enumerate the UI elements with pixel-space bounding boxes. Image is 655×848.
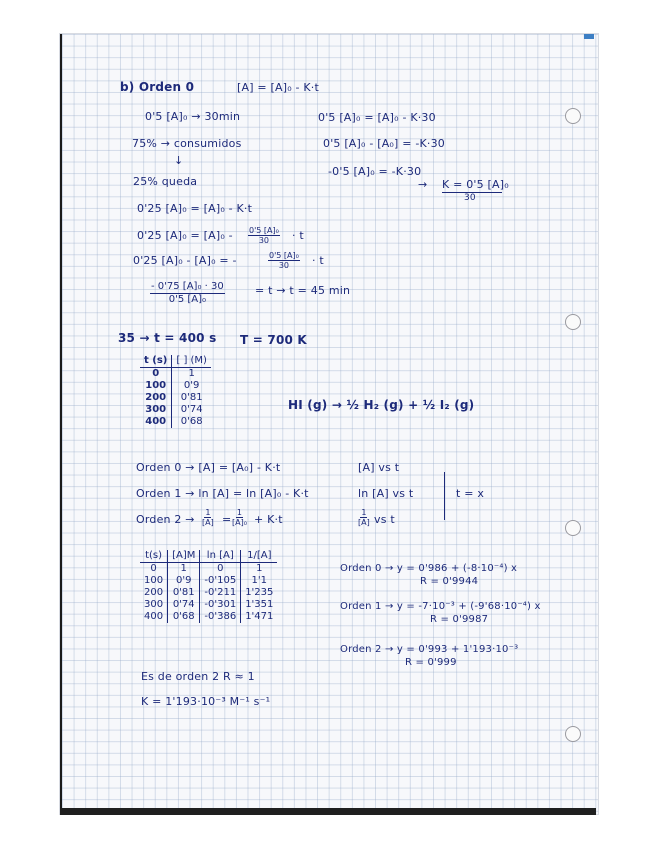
column-header: [ ] (M) (172, 355, 211, 368)
order-0-law: Orden 0 → [A] = [A₀] - K·t (136, 461, 281, 474)
table-row (140, 392, 211, 404)
equation-tail: + K·t (254, 513, 283, 526)
table-cell: 0'81 (168, 587, 200, 599)
fraction (232, 508, 247, 527)
order-2-law: Orden 2 → (136, 513, 195, 526)
binder-hole (565, 520, 581, 536)
binder-hole (565, 314, 581, 330)
table-cell: 200 (140, 392, 172, 404)
equation-line: 0'25 [A]₀ = [A]₀ - K·t (137, 202, 253, 215)
fraction (150, 281, 225, 306)
denominator: 30 (258, 236, 270, 245)
table-row (140, 416, 211, 428)
table-cell: 1'235 (245, 587, 274, 598)
table-cell: -0'211 (200, 587, 241, 599)
reaction-equation: HI (g) → ½ H₂ (g) + ½ I₂ (g) (288, 398, 475, 412)
numerator: - 0'75 [A]₀ · 30 (151, 281, 224, 292)
table-cell: 0'74 (180, 404, 203, 415)
problem-header: 35 → t = 400 s (118, 331, 217, 345)
fit-order-2: Orden 2 → y = 0'993 + 1'193·10⁻³ (340, 644, 519, 655)
table-cell: 0'81 (180, 392, 203, 403)
table-row (140, 599, 277, 611)
table-cell: 100 (140, 575, 168, 587)
table-cell: 200 (140, 587, 168, 599)
fit-order-1: Orden 1 → y = -7·10⁻³ + (-9'68·10⁻⁴) x (340, 601, 541, 612)
table-cell: 0 (140, 563, 168, 576)
table-row (140, 611, 277, 623)
table-cell: 1'1 (251, 575, 268, 586)
numerator: 1 (361, 508, 367, 517)
fit-order-0: Orden 0 → y = 0'986 + (-8·10⁻⁴) x (340, 563, 518, 574)
binder-hole (565, 108, 581, 124)
denominator: 30 (278, 261, 290, 270)
table-cell: 1'351 (245, 599, 274, 610)
denominator: 0'5 [A]₀ (168, 294, 207, 305)
column-header: [A]M (168, 550, 200, 563)
table-cell: 0'74 (168, 599, 200, 611)
table-row (140, 563, 277, 576)
equals: = (222, 513, 232, 526)
order-2-plot: vs t (374, 513, 395, 526)
temperature: T = 700 K (240, 333, 307, 347)
equation-line: 0'25 [A]₀ - [A]₀ = - (133, 254, 237, 267)
table-cell: 400 (140, 611, 168, 623)
axis-note: t = x (456, 487, 485, 500)
corner-mark (584, 34, 594, 39)
table-row (140, 575, 277, 587)
table-cell: 1 (188, 368, 195, 379)
table-cell: 0 (140, 368, 172, 381)
table-cell: 1 (256, 563, 263, 574)
divider (444, 472, 445, 520)
k-expression: K = 0'5 [A]₀ (442, 178, 509, 191)
table-cell: 1 (168, 563, 200, 576)
conclusion-order: Es de orden 2 R ≈ 1 (141, 670, 255, 683)
fraction (248, 226, 280, 245)
table-cell: 1'471 (245, 611, 274, 622)
remaining-note: 25% queda (133, 175, 198, 188)
linearization-table (140, 550, 277, 623)
numerator: 0'5 [A]₀ (269, 251, 299, 260)
column-header: ln [A] (200, 550, 241, 563)
binder-hole (565, 726, 581, 742)
table-cell: 400 (140, 416, 172, 428)
equation-line: -0'5 [A]₀ = -K·30 (328, 165, 422, 178)
table-cell: 300 (140, 599, 168, 611)
numerator: 0'5 [A]₀ (249, 226, 279, 235)
order-1-law: Orden 1 → ln [A] = ln [A]₀ - K·t (136, 487, 309, 500)
equation-line: · t (312, 254, 324, 267)
consumed-note: 75% → consumidos (132, 137, 242, 150)
k-denominator: 30 (464, 193, 476, 203)
table-row (140, 368, 211, 381)
table-cell: 0'68 (168, 611, 200, 623)
fraction (268, 251, 300, 270)
denominator: [A]₀ (232, 518, 247, 527)
column-header: 1/[A] (241, 550, 278, 563)
column-header: t (s) (140, 355, 172, 368)
order-1-plot: ln [A] vs t (358, 487, 414, 500)
table-cell: 0 (200, 563, 241, 576)
half-life-note: 0'5 [A]₀ → 30min (145, 110, 241, 123)
section-heading: b) Orden 0 (120, 80, 195, 94)
equation-line: 0'25 [A]₀ = [A]₀ - (137, 229, 233, 242)
arrow: → (418, 178, 428, 191)
table-row (140, 404, 211, 416)
table-cell: 100 (140, 380, 172, 392)
table-cell: 0'9 (183, 380, 200, 391)
table-row (140, 380, 211, 392)
rate-law: [A] = [A]₀ - K·t (237, 81, 320, 94)
conclusion-k: K = 1'193·10⁻³ M⁻¹ s⁻¹ (141, 695, 271, 708)
order-0-plot: [A] vs t (358, 461, 400, 474)
r-order-1: R = 0'9987 (430, 614, 489, 625)
scan-border (0, 0, 655, 34)
table-cell: -0'105 (200, 575, 241, 587)
table-cell: 0'68 (180, 416, 203, 427)
r-order-2: R = 0'999 (405, 657, 457, 668)
result-line: = t → t = 45 min (255, 284, 351, 297)
scan-shadow (60, 808, 596, 815)
table-cell: -0'301 (200, 599, 241, 611)
r-order-0: R = 0'9944 (420, 576, 479, 587)
data-table (140, 355, 211, 428)
numerator: 1 (205, 508, 211, 517)
equation-line: 0'5 [A]₀ = [A]₀ - K·30 (318, 111, 436, 124)
numerator: 1 (236, 508, 242, 517)
fraction (202, 508, 214, 527)
denominator: [A] (202, 518, 214, 527)
equation-line: · t (292, 229, 304, 242)
table-cell: -0'386 (200, 611, 241, 623)
column-header: t(s) (140, 550, 168, 563)
down-arrow: ↓ (174, 154, 184, 167)
table-cell: 0'9 (168, 575, 200, 587)
table-row (140, 587, 277, 599)
fraction (358, 508, 370, 527)
table-cell: 300 (140, 404, 172, 416)
denominator: [A] (358, 518, 370, 527)
equation-line: 0'5 [A]₀ - [A₀] = -K·30 (323, 137, 446, 150)
